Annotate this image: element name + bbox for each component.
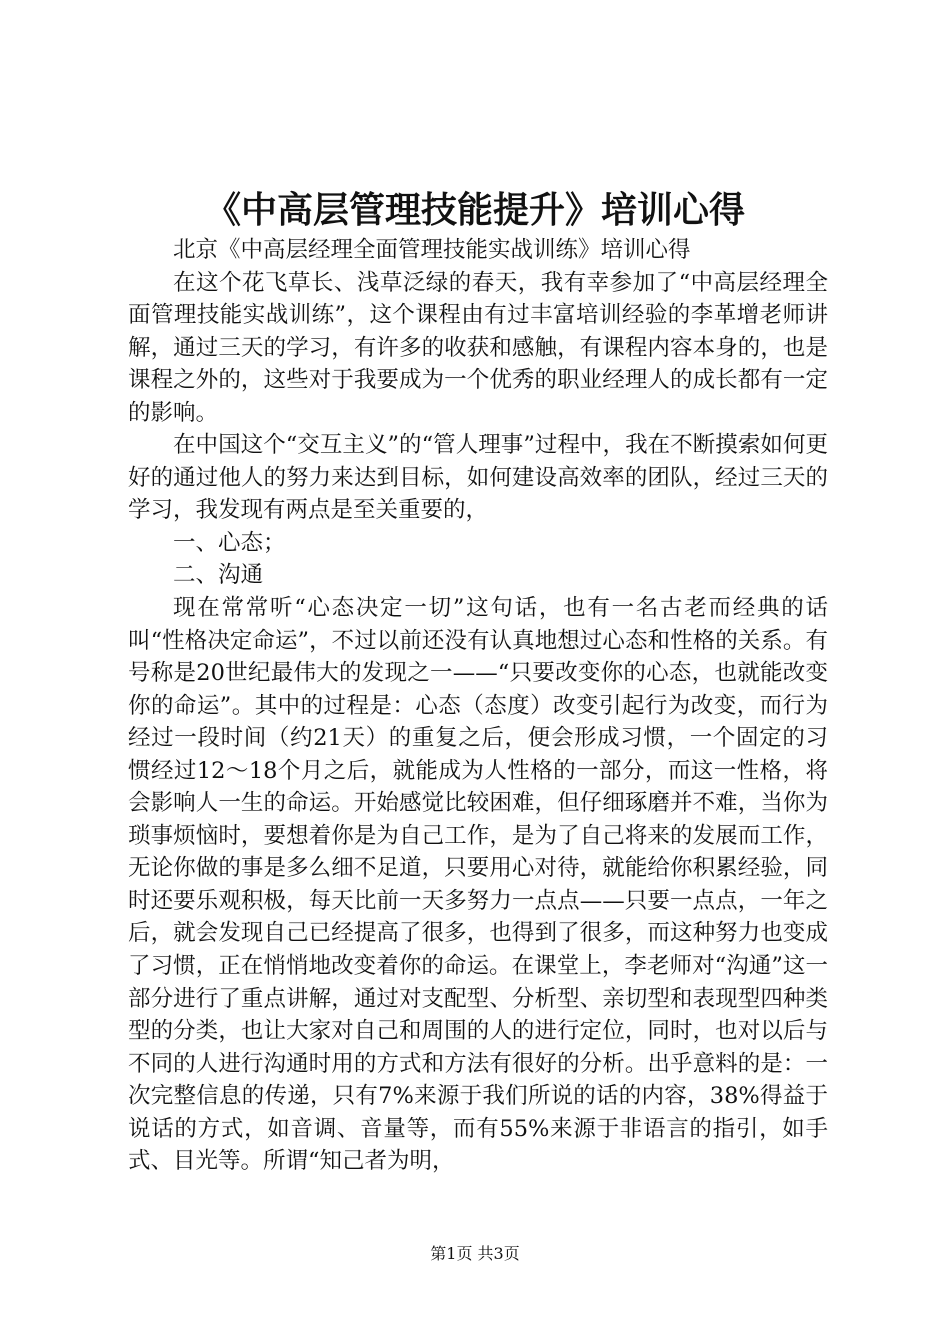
body-paragraph: 现在常常听“心态决定一切”这句话，也有一名古老而经典的话叫“性格决定命运”，不过以前还没有认真地想过心态和性格的关系。有号称是20世纪最伟大的发现之一——“只要改变你的心态，也就能改变你的命运”。其中的过程是：心态（态度）改变引起行为改变，而行为经过一段时间（约21天）的重复之后，便会形成习惯，一个固定的习惯经过12～18个月之后，就能成为人性格的一部分，而这一性格，将会影响人一生的命运。开始感觉比较困难，但仔细琢磨并不难，当你为琐事烦恼时，要想着你是为自己工作，是为了自己将来的发展而工作，无论你做的事是多么细不足道，只要用心对待，就能给你积累经验，同时还要乐观积极，每天比前一天多努力一点点——只要一点点，一年之后，就会发现自己已经提高了很多，也得到了很多，而这种努力也变成了习惯，正在悄悄地改变着你的命运。在课堂上，李老师对“沟通”这一部分进行了重点讲解，通过对支配型、分析型、亲切型和表现型四种类型的分类，也让大家对自己和周围的人的进行定位，同时，也对以后与不同的人进行沟通时用的方式和方法有很好的分析。出乎意料的是：一次完整信息的传递，只有7%来源于我们所说的话的内容，38%得益于说话的方式，如音调、音量等，而有55%来源于非语言的指引，如手式、目光等。所谓“知己者为明， [128, 595, 828, 1175]
list-item: 一、心态； [173, 529, 286, 556]
document-title: 《中高层管理技能提升》培训心得 [204, 189, 745, 231]
list-item: 二、沟通 [173, 562, 264, 589]
body-paragraph: 在中国这个“交互主义”的“管人理事”过程中，我在不断摸索如何更好的通过他人的努力来达到目标，如何建设高效率的团队，经过三天的学习，我发现有两点是至关重要的， [128, 432, 828, 524]
page-number: 第1页 共3页 [430, 1244, 520, 1263]
subtitle-paragraph: 北京《中高层经理全面管理技能实战训练》培训心得 [173, 237, 691, 263]
body-paragraph: 在这个花飞草长、浅草泛绿的春天，我有幸参加了“中高层经理全面管理技能实战训练”，这个课程由有过丰富培训经验的李革增老师讲解，通过三天的学习，有许多的收获和感触，有课程内容本身的，也是课程之外的，这些对于我要成为一个优秀的职业经理人的成长都有一定的影响。 [128, 269, 828, 426]
document-body [128, 234, 828, 1178]
